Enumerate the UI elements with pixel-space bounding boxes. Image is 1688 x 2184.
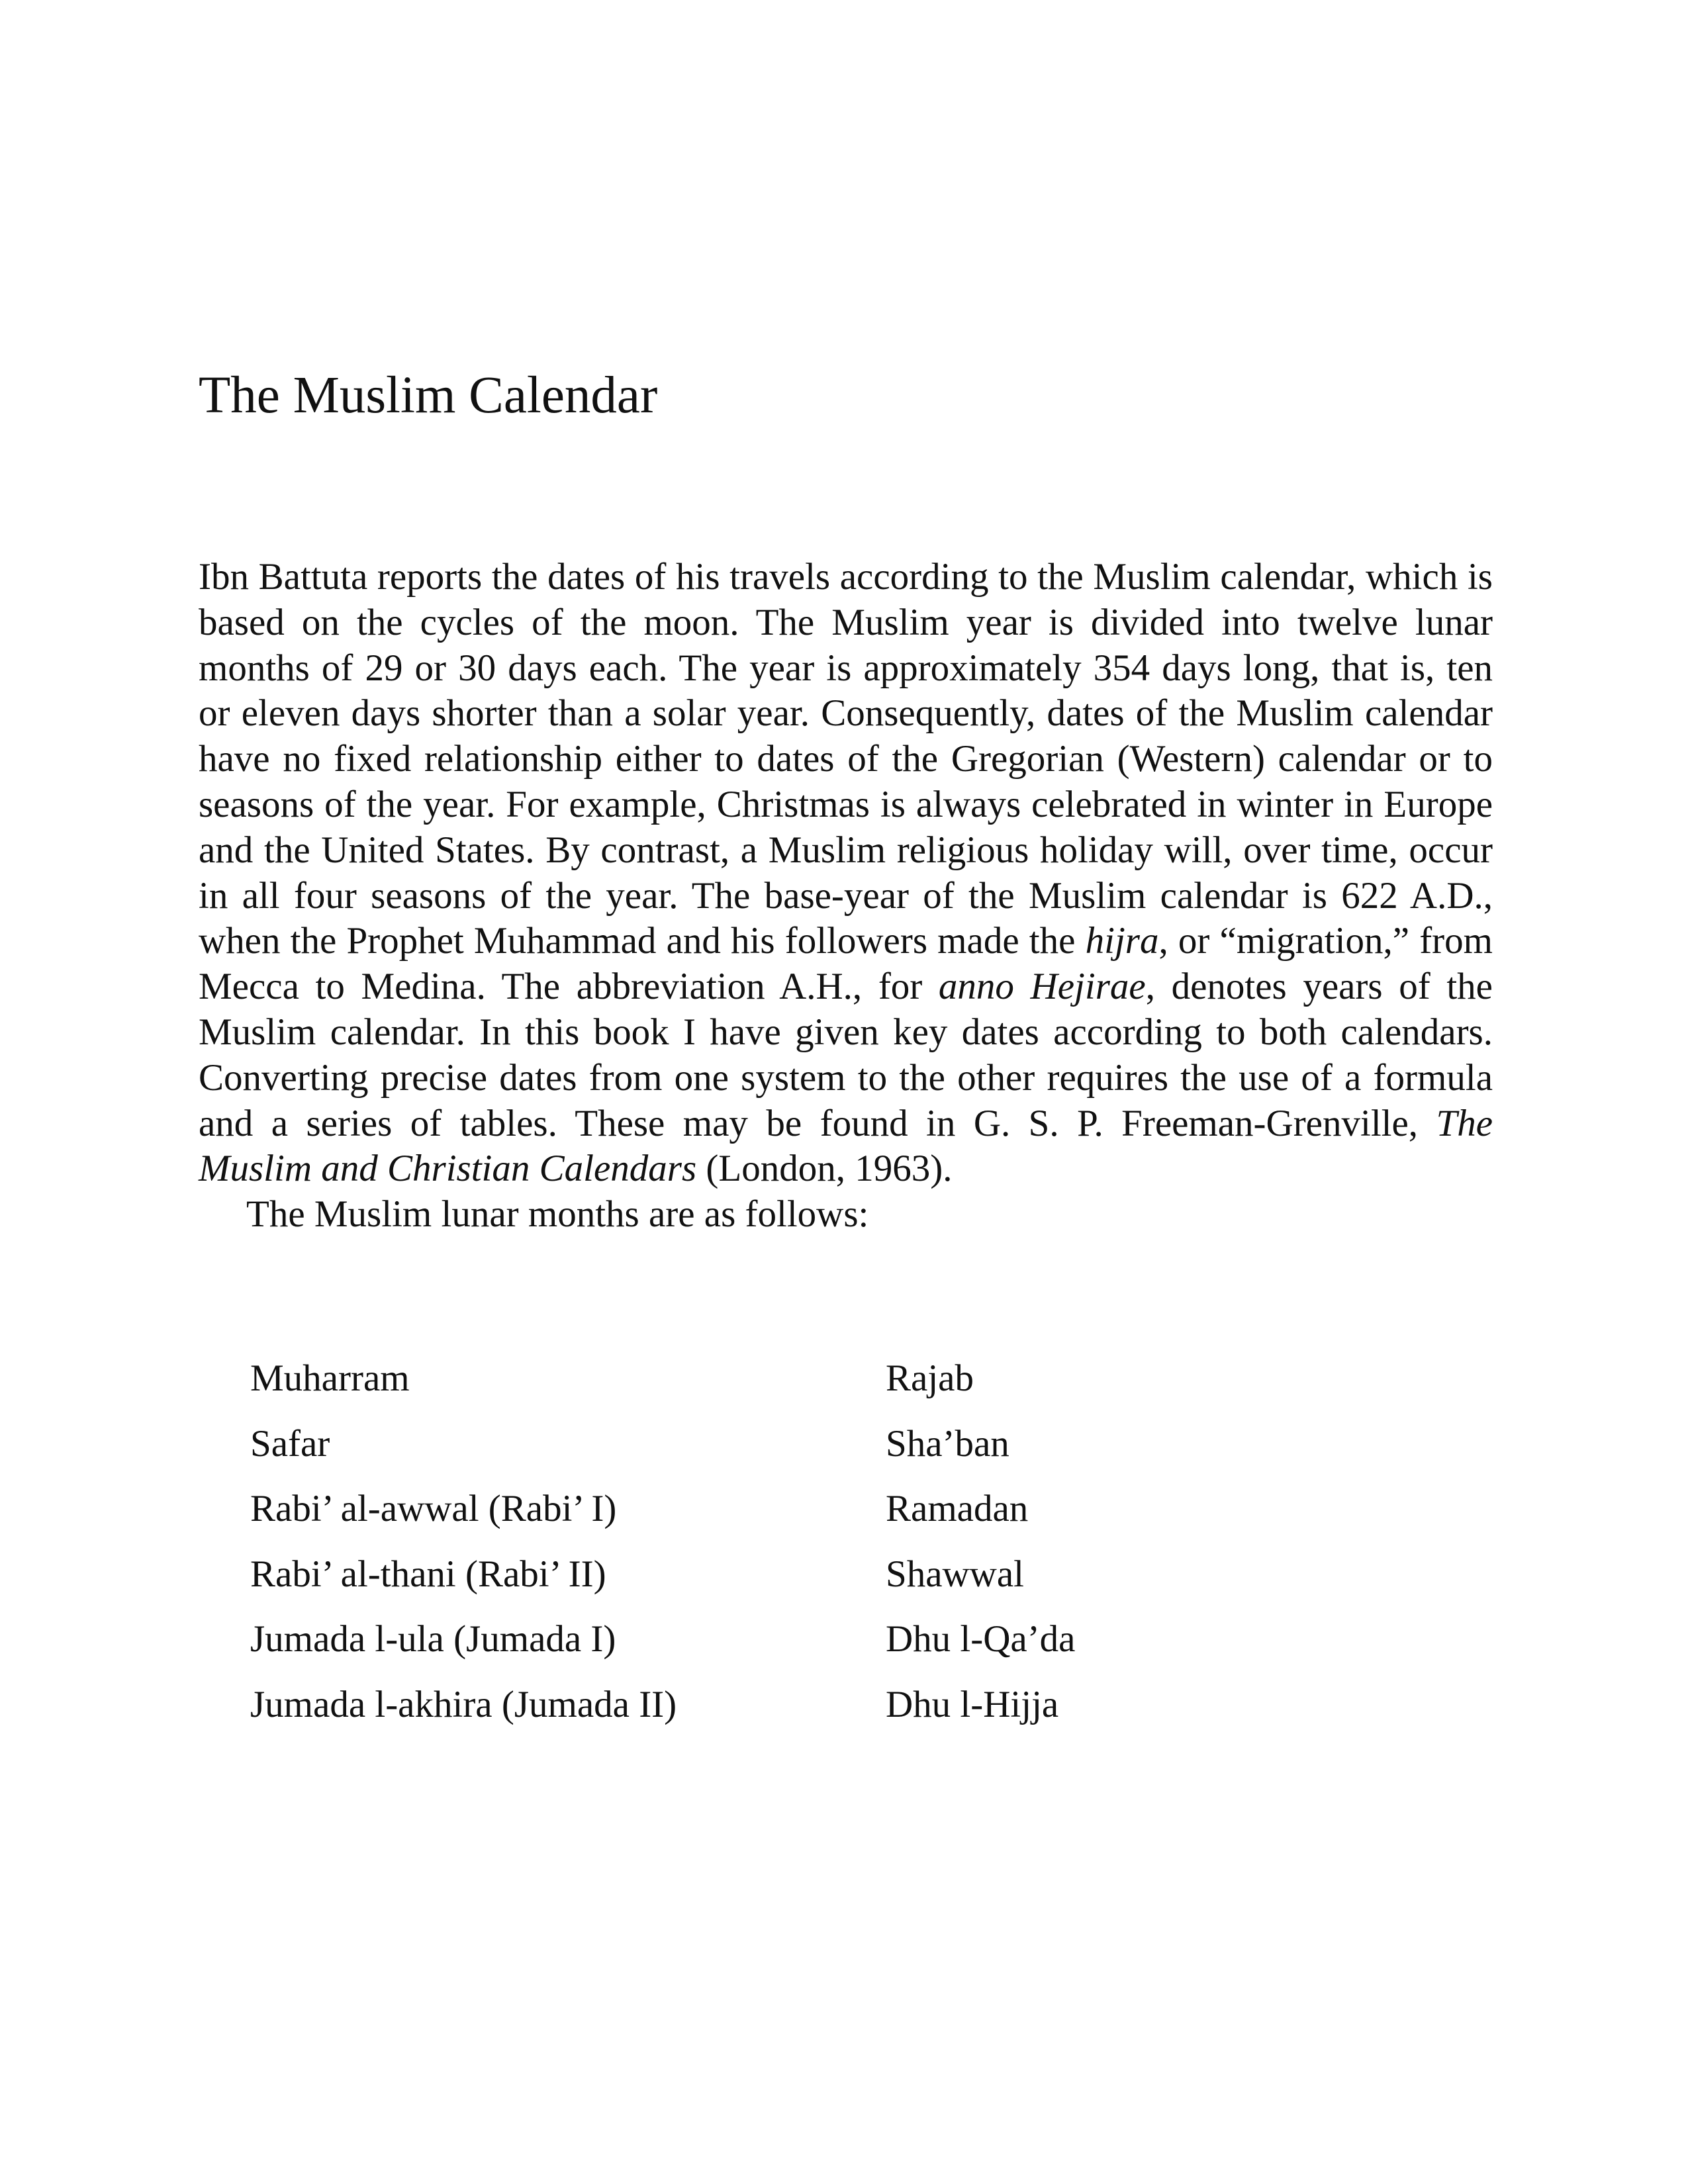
month-item: Rabi’ al-awwal (Rabi’ I) bbox=[250, 1488, 617, 1530]
paragraph-text-1: Ibn Battuta reports the dates of his travels according to the Muslim calendar, which is based on the cycles of the moon. The Muslim year is divided into twelve lunar months of 29 or 30 days each. The year is approximately 354 days long, that is, ten or eleven days shorter than a solar year. Consequently, dates of the Muslim calendar have no fixed relationship either to dates of the Gregorian (Western) calendar or to seasons of the year. For example, Christmas is always celebrated in winter in Europe and the United States. By contrast, a Muslim religious holiday will, over time, occur in all four seasons of the year. The base-year of the Muslim calendar is 622 A.D., when the Prophet Muhammad and his followers made the bbox=[199, 556, 1493, 962]
months-column-left bbox=[250, 1346, 677, 1738]
month-item: Dhu l-Qa’da bbox=[886, 1618, 1076, 1661]
book-title: The Muslim and Christian Calendars bbox=[199, 1102, 1493, 1190]
month-item: Jumada l-akhira (Jumada II) bbox=[250, 1683, 677, 1725]
intro-paragraph bbox=[199, 555, 1493, 1192]
paragraph-text-3: , denotes years of the Muslim calendar. In this book I have given key dates according to both calendars. Converting precise dates from one system to the other requires the use of a formula and a series of tables. These may be found in G. S. P. Freeman-Grenville, bbox=[199, 966, 1493, 1144]
month-item: Shawwal bbox=[886, 1553, 1024, 1595]
body-text bbox=[199, 555, 1493, 1238]
page-title: The Muslim Calendar bbox=[199, 367, 658, 424]
month-item: Jumada l-ula (Jumada I) bbox=[250, 1618, 616, 1661]
anno-hejirae-term: anno Hejirae bbox=[938, 966, 1146, 1008]
month-item: Dhu l-Hijja bbox=[886, 1683, 1059, 1725]
month-item: Safar bbox=[250, 1422, 330, 1465]
month-item: Ramadan bbox=[886, 1488, 1029, 1530]
lead-sentence: The Muslim lunar months are as follows: bbox=[246, 1193, 869, 1236]
hijra-term: hijra bbox=[1085, 920, 1159, 962]
month-item: Sha’ban bbox=[886, 1422, 1009, 1465]
month-item: Muharram bbox=[250, 1357, 410, 1399]
months-column-right bbox=[886, 1346, 1075, 1738]
paragraph-text-4: (London, 1963). bbox=[696, 1148, 953, 1190]
month-item: Rabi’ al-thani (Rabi’ II) bbox=[250, 1553, 606, 1595]
month-item: Rajab bbox=[886, 1357, 974, 1399]
paragraph-text-2: , or “migration,” from Mecca to Medina. The abbreviation A.H., for bbox=[199, 920, 1493, 1008]
